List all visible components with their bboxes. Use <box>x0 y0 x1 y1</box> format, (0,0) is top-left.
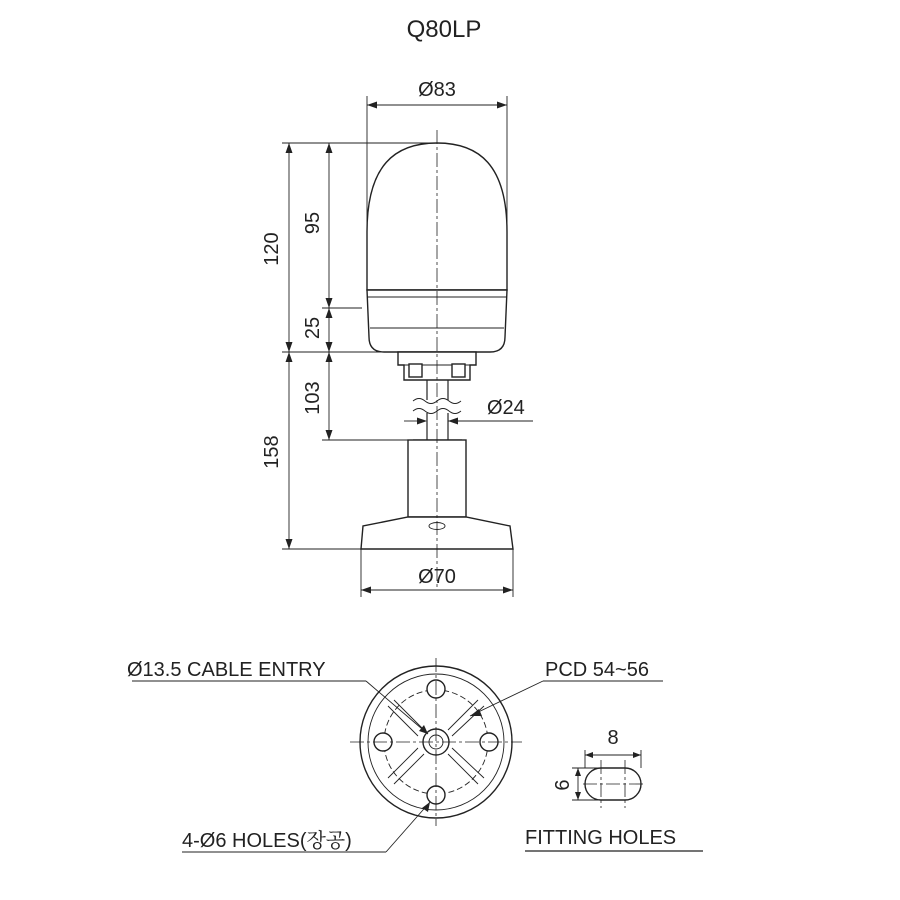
dim-top-diameter-label: Ø83 <box>418 79 456 101</box>
dimension-slot-width <box>585 727 641 768</box>
dimension-pole-diameter <box>404 397 533 425</box>
dim-pole-diameter-label: Ø24 <box>487 397 525 419</box>
dim-pole-height-label: 103 <box>302 381 324 415</box>
dimension-collar-height <box>302 308 333 352</box>
dim-dome-height-label: 95 <box>302 211 324 235</box>
fitting-holes-detail <box>525 727 703 851</box>
dimension-pole-height <box>302 352 333 440</box>
holes-callout <box>182 802 430 852</box>
drawing-title: Q80LP <box>406 16 482 43</box>
dim-stand-height-label: 158 <box>261 435 283 469</box>
slot-height-label: 6 <box>552 779 574 791</box>
dimension-total-height <box>261 143 293 352</box>
slot-width-label: 8 <box>607 727 619 749</box>
dimension-dome-height <box>302 143 333 308</box>
dim-total-height-label: 120 <box>261 232 283 266</box>
front-view <box>261 79 533 597</box>
bottom-view <box>127 658 663 852</box>
dimension-stand-height <box>261 352 293 549</box>
pcd-label: PCD 54~56 <box>545 659 649 681</box>
dim-base-diameter-label: Ø70 <box>418 566 456 588</box>
fitting-holes-caption: FITTING HOLES <box>525 827 677 849</box>
holes-label: 4-Ø6 HOLES(장공) <box>182 830 352 852</box>
dim-collar-height-label: 25 <box>302 316 324 340</box>
cable-entry-label: Ø13.5 CABLE ENTRY <box>127 659 326 681</box>
